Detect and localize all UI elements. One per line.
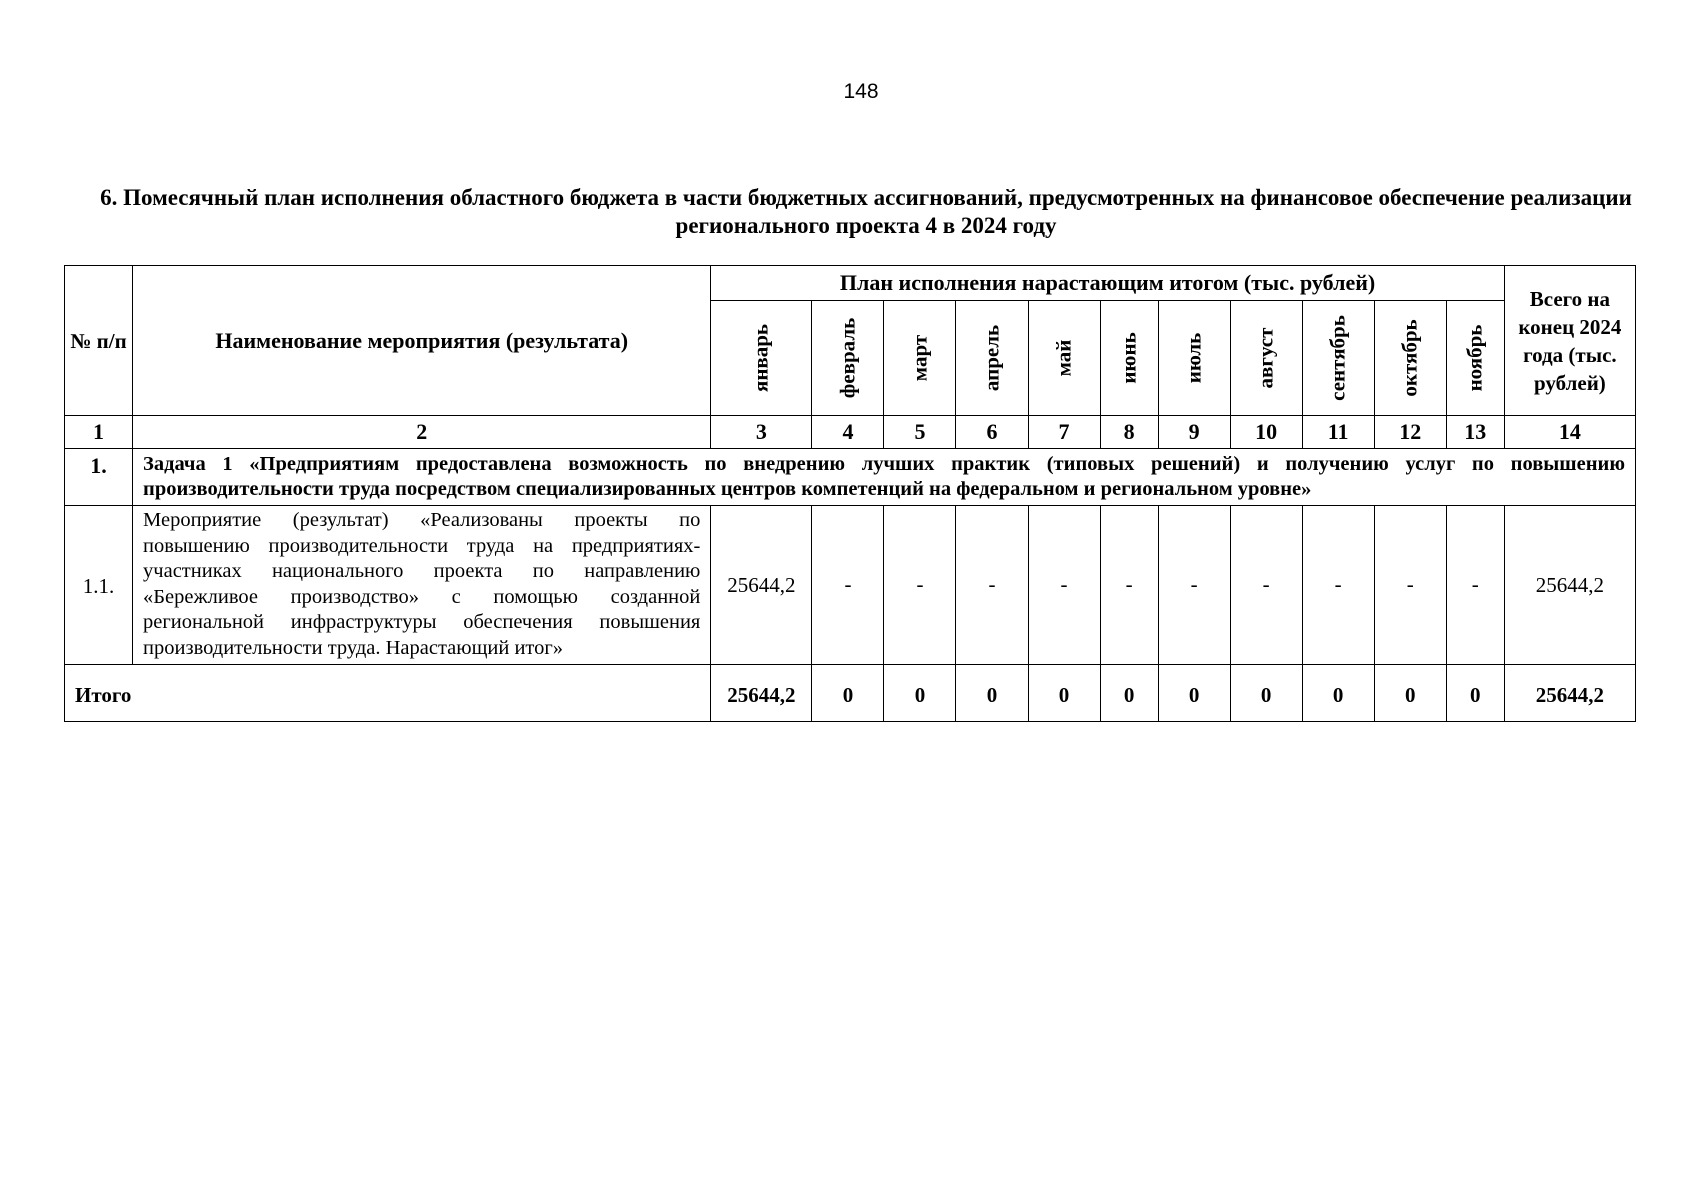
measure-value: 25644,2 <box>711 506 812 665</box>
month-label: февраль <box>835 317 860 399</box>
total-label: Итого <box>65 664 711 721</box>
measure-value: - <box>1230 506 1302 665</box>
total-value: 0 <box>1446 664 1504 721</box>
column-number: 8 <box>1100 416 1158 449</box>
header-total: Всего на конец 2024 года (тыс. рублей) <box>1504 266 1635 416</box>
month-label: октябрь <box>1397 319 1422 397</box>
task-number: 1. <box>65 449 133 506</box>
header-month-8 <box>1302 301 1374 416</box>
header-name: Наименование мероприятия (результата) <box>133 266 711 416</box>
header-month-2 <box>884 301 956 416</box>
total-value: 0 <box>1158 664 1230 721</box>
month-label: апрель <box>979 324 1004 392</box>
column-number: 13 <box>1446 416 1504 449</box>
month-label: май <box>1051 339 1076 377</box>
column-number: 4 <box>812 416 884 449</box>
column-number: 14 <box>1504 416 1635 449</box>
column-number: 1 <box>65 416 133 449</box>
measure-number: 1.1. <box>65 506 133 665</box>
header-month-10 <box>1446 301 1504 416</box>
total-value: 25644,2 <box>711 664 812 721</box>
header-month-3 <box>956 301 1028 416</box>
total-value: 0 <box>1302 664 1374 721</box>
month-label: август <box>1253 327 1278 389</box>
measure-row <box>65 506 1636 665</box>
total-value: 0 <box>1374 664 1446 721</box>
total-value: 0 <box>956 664 1028 721</box>
header-month-6 <box>1158 301 1230 416</box>
header-month-5 <box>1100 301 1158 416</box>
column-number: 7 <box>1028 416 1100 449</box>
measure-total: 25644,2 <box>1504 506 1635 665</box>
column-number: 3 <box>711 416 812 449</box>
month-label: январь <box>748 323 773 393</box>
column-number: 12 <box>1374 416 1446 449</box>
budget-plan-table <box>64 265 1636 722</box>
total-value: 0 <box>1100 664 1158 721</box>
month-label: сентябрь <box>1325 315 1350 401</box>
measure-value: - <box>1158 506 1230 665</box>
month-label: март <box>907 334 932 382</box>
measure-value: - <box>1100 506 1158 665</box>
page-number: 148 <box>843 80 879 103</box>
header-month-4 <box>1028 301 1100 416</box>
measure-value: - <box>1446 506 1504 665</box>
column-number: 11 <box>1302 416 1374 449</box>
column-number: 10 <box>1230 416 1302 449</box>
measure-value: - <box>956 506 1028 665</box>
header-row-1 <box>65 266 1636 301</box>
measure-value: - <box>1028 506 1100 665</box>
total-value: 0 <box>884 664 956 721</box>
measure-value: - <box>812 506 884 665</box>
month-label: июнь <box>1116 332 1141 384</box>
measure-value: - <box>1374 506 1446 665</box>
task-row <box>65 449 1636 506</box>
header-month-7 <box>1230 301 1302 416</box>
column-number: 5 <box>884 416 956 449</box>
total-value: 0 <box>1028 664 1100 721</box>
grand-total: 25644,2 <box>1504 664 1635 721</box>
column-number: 2 <box>133 416 711 449</box>
total-value: 0 <box>1230 664 1302 721</box>
month-label: ноябрь <box>1462 324 1487 392</box>
measure-value: - <box>884 506 956 665</box>
header-plan-group: План исполнения нарастающим итогом (тыс. рублей) <box>711 266 1504 301</box>
header-month-0 <box>711 301 812 416</box>
measure-value: - <box>1302 506 1374 665</box>
total-value: 0 <box>812 664 884 721</box>
column-number: 9 <box>1158 416 1230 449</box>
header-month-9 <box>1374 301 1446 416</box>
column-numbers-row <box>65 416 1636 449</box>
measure-text: Мероприятие (результат) «Реализованы проекты по повышению производительности труда на предприятиях-участниках национального проекта по направлению «Бережливое производство» с помощью созданной региональной инфраструктуры обеспечения повышения производительности труда. Нарастающий итог» <box>133 506 711 665</box>
total-row <box>65 664 1636 721</box>
month-label: июль <box>1181 332 1206 384</box>
task-text: Задача 1 «Предприятиям предоставлена возможность по внедрению лучших практик (типовых решений) и получению услуг по повышению производительности труда посредством специализированных центров компетенций на федеральном и региональном уровне» <box>133 449 1636 506</box>
column-number: 6 <box>956 416 1028 449</box>
header-month-1 <box>812 301 884 416</box>
header-num: № п/п <box>65 266 133 416</box>
document-title: 6. Помесячный план исполнения областного бюджета в части бюджетных ассигнований, предусмотренных на финансовое обеспечение реализации регионального проекта 4 в 2024 году <box>100 185 1632 238</box>
